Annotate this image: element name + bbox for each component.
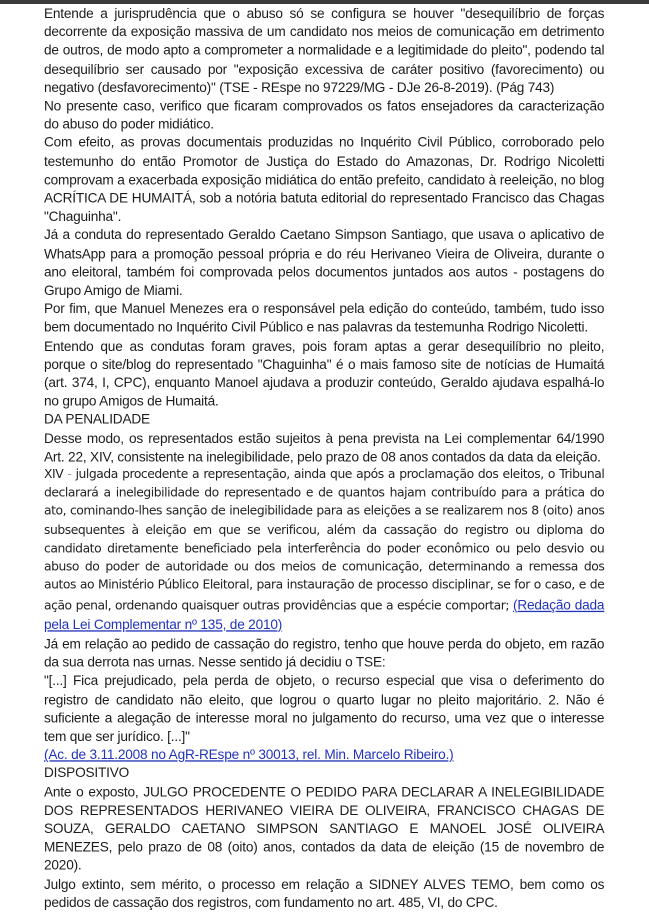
paragraph-com-efeito: Com efeito, as provas documentais produzidas no Inquérito Civil Público, corroborado pelo testemunho do então Promotor de Justiça do Estado do Amazonas, Dr. Rodrigo Nicoletti comprovam a exacerbada exposição midiática do então prefeito, candidato à reeleição, no blog ACRÍTICA DE HUMAITÁ, sob a notória batuta editorial do representado Francisco das Chagas "Chaguinha". (44, 135, 605, 226)
paragraph-conduta-geraldo: Já a conduta do representado Geraldo Caetano Simpson Santiago, que usava o aplicativo de WhatsApp para a promoção pessoal própria e do réu Herivaneo Vieira de Oliveira, durante o ano eleitoral, também foi comprovada pelos documentos juntados aos autos - postagens do Grupo Amigo de Miami. (44, 227, 605, 299)
paragraph-jurisprudencia: Entende a jurisprudência que o abuso só se configura se houver "desequilíbrio de forças decorrente da exposição massiva de um candidato nos meios de comunicação em detrimento de outros, de modo apto a comprometer a normalidade e a legitimidade do pleito", podendo tal desequilíbrio ser causado por "exposição excessiva de caráter positivo (favorecimento) ou negativo (desfavorecimento)" (TSE - REspe no 97229/MG - DJe 26-8-2019). (Pág 743) (44, 6, 605, 96)
xiv-label: XIV (44, 467, 64, 483)
paragraph-julgo-extinto: Julgo extinto, sem mérito, o processo em relação a SIDNEY ALVES TEMO, bem como os pedidos de cassação dos registros, com fundamento no art. 485, VI, do CPC. (44, 876, 605, 911)
section-heading-penalidade: DA PENALIDADE (44, 412, 150, 429)
window-top-bar (0, 0, 649, 4)
paragraph-cassacao-registro: Já em relação ao pedido de cassação do registro, tenho que houve perda do objeto, em razão da sua derrota nas urnas. Nesse sentido já decidiu o TSE: (44, 636, 605, 671)
paragraph-por-fim: Por fim, que Manuel Menezes era o responsável pela edição do conteúdo, também, tudo isso bem documentado no Inquérito Civil Público e nas palavras da testemunha Rodrigo Nicoletti. (44, 301, 605, 336)
xiv-text: julgada procedente a representação, ainda que após a proclamação dos eleitos, o Tribunal declarará a inelegibilidade do representado e de quantos hajam contribuído para a prática do ato, cominando-lhes sanção de inelegibilidade para as eleições a se realizarem nos 8 (oito) anos subsequentes à eleição em que se verificou, além da cassação do registro ou diploma do candidato diretamente beneficiado pela interferência do poder econômico ou pelo desvio ou abuso do poder de autoridade ou dos meios de comunicação, determinando a remessa dos autos ao Ministério Público Eleitoral, para instauração de processo disciplinar, se for o caso, e de ação penal, ordenando quaisquer outras providências que a espécie comportar; (44, 467, 605, 613)
paragraph-tse-quote: "[...] Fica prejudicado, pela perda de objeto, o recurso especial que visa o deferimento do registro de candidato não eleito, que logrou o quarto lugar no pleito majoritário. 2. Não é suficiente a alegação de interesse moral no julgamento do recurso, uma vez que o interesse tem que ser jurídico. [...]" (44, 673, 605, 745)
citation-paragraph (44, 746, 604, 764)
citation-link[interactable]: (Ac. de 3.11.2008 no AgR-REspe nº 30013, rel. Min. Marcelo Ribeiro.) (44, 747, 454, 764)
paragraph-ante-exposto: Ante o exposto, JULGO PROCEDENTE O PEDIDO PARA DECLARAR A INELEGIBILIDADE DOS REPRESENTADOS HERIVANEO VIEIRA DE OLIVEIRA, FRANCISCO CHAGAS DE SOUZA, GERALDO CAETANO SIMPSON SANTIAGO E MANOEL JOSÉ OLIVEIRA MENEZES, pelo prazo de 08 (oito) anos, contados da data de eleição (15 de novembro de 2020). (44, 784, 605, 874)
document-page (44, 5, 604, 912)
redacao-lei-link[interactable]: (Redação dada pela Lei Complementar nº 135, de 2010) (44, 597, 605, 633)
paragraph-desse-modo: Desse modo, os representados estão sujeitos à pena prevista na Lei complementar 64/1990 Art. 22, XIV, consistente na inelegibilidade, pelo prazo de 08 anos contados da data da eleição. (44, 430, 605, 466)
section-heading-dispositivo: DISPOSITIVO (44, 765, 130, 782)
xiv-dash: - (63, 467, 76, 483)
paragraph-presente-caso: No presente caso, verifico que ficaram comprovados os fatos ensejadores da caracterização do abuso do poder midiático. (44, 98, 605, 133)
paragraph-xiv-quote (44, 467, 604, 636)
paragraph-condutas-graves: Entendo que as condutas foram graves, pois foram aptas a gerar desequilíbrio no pleito, porque o site/blog do representado "Chaguinha" é o mais famoso site de notícias de Humaitá (art. 374, I, CPC), enquanto Manoel ajudava a produzir conteúdo, Geraldo ajudava espalhá-lo no grupo Amigos de Humaitá. (44, 338, 605, 410)
